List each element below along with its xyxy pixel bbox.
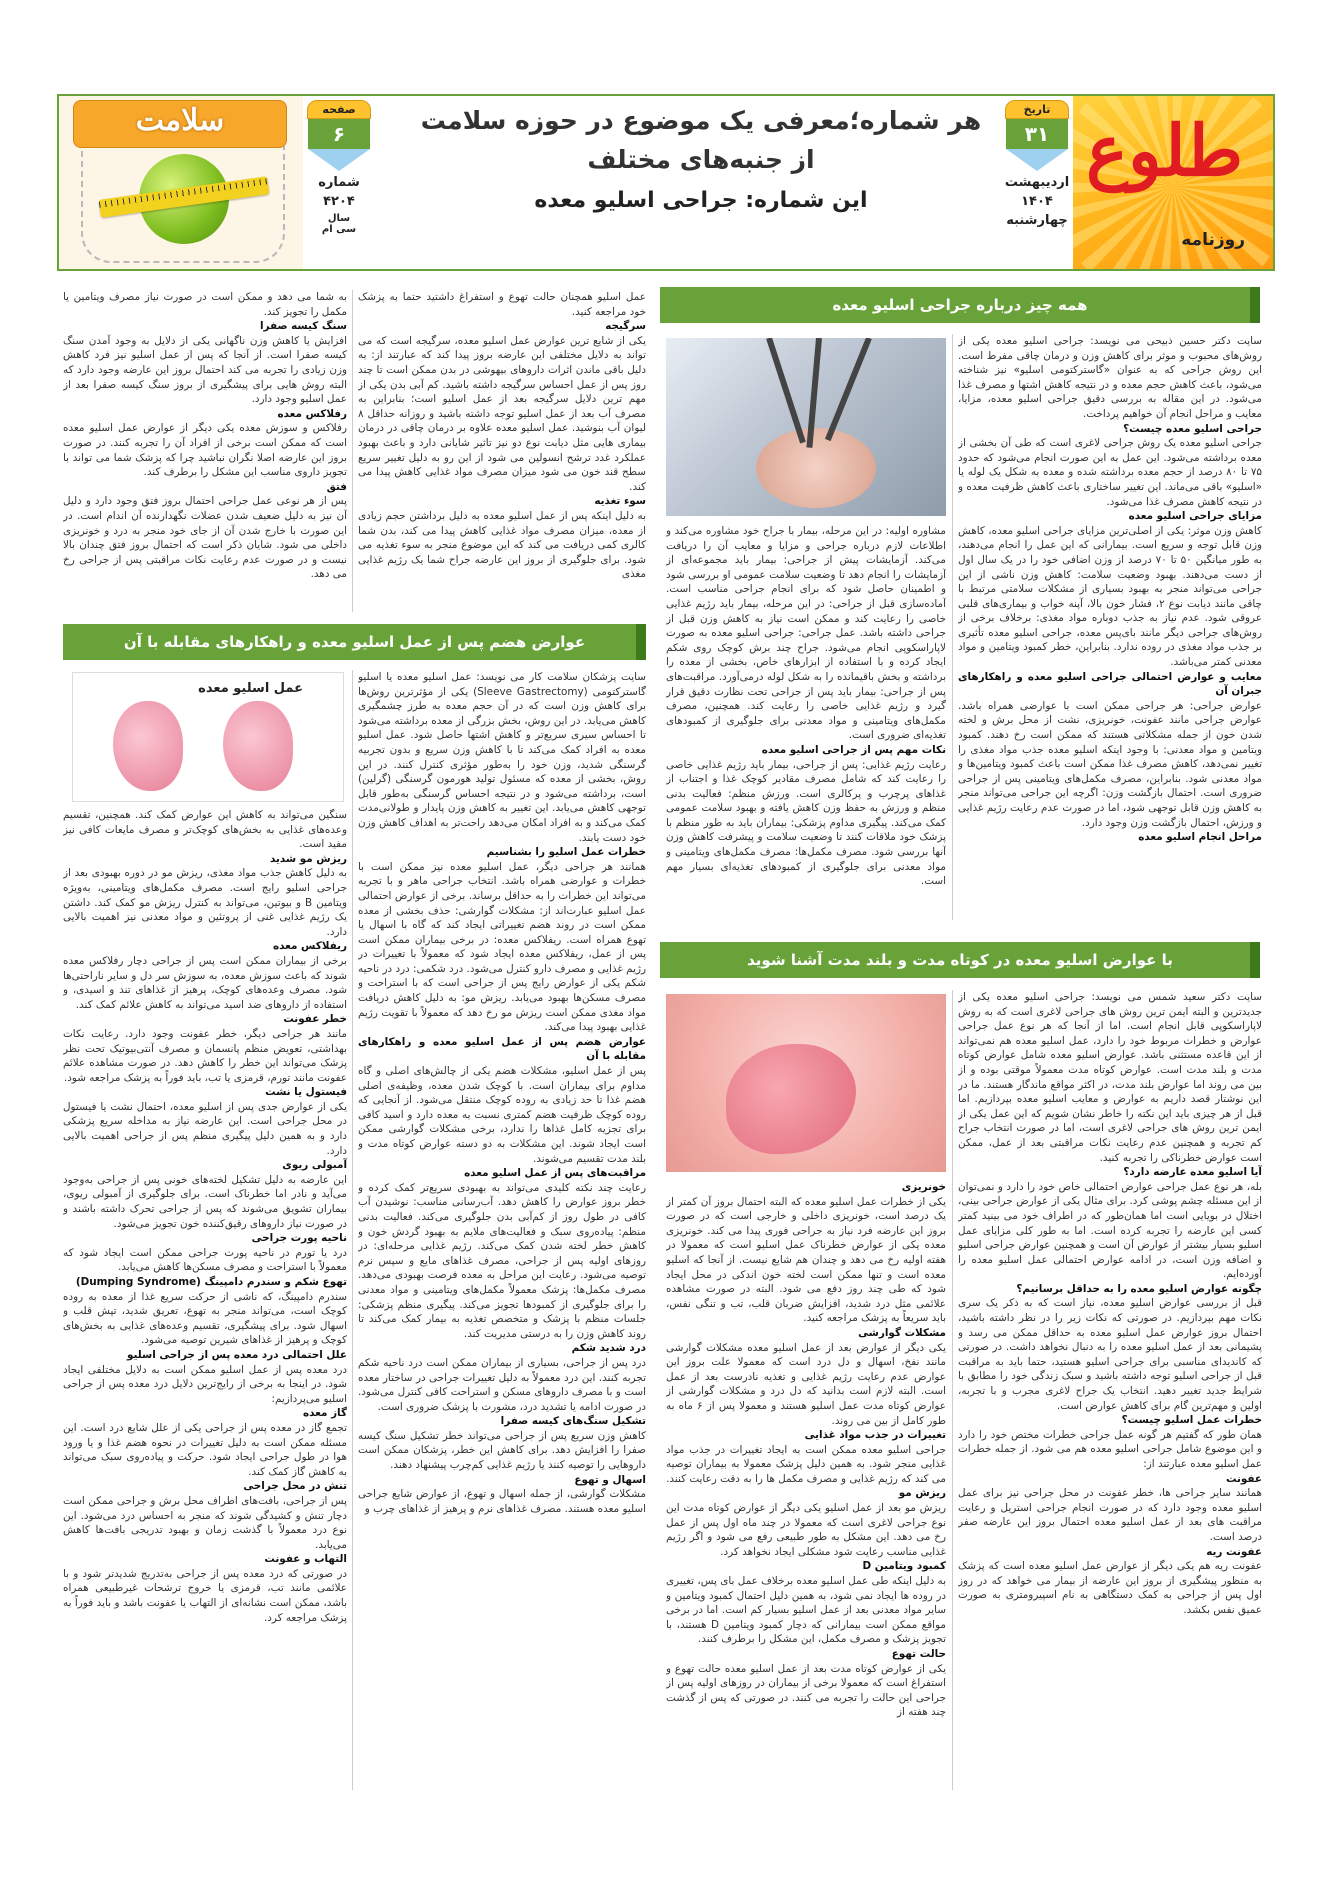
section-bar-2: عوارض هضم پس از عمل اسلیو معده و راهکارهای مقابله با آن [63, 624, 646, 660]
article-2-column-1 [358, 290, 646, 612]
sleeve-illustration [72, 672, 344, 802]
paragraph: ریزش مو بعد از عمل اسلیو یکی دیگر از عوارض کوتاه مدت این نوع جراحی لاغری است که معمولا در چند ماه اول پس از عمل رخ می دهد. این مشکل به طور طبیعی رفع می شود و اگر رژیم غذایی مناسب رعایت شود مشکلی ایجاد نخواهد کرد. [666, 1502, 946, 1558]
stomach-after-icon [223, 701, 293, 791]
date-day: ۳۱ [1006, 119, 1068, 149]
subheading: تشکیل سنگ‌های کیسه صفرا [500, 1415, 646, 1428]
subheading: تغییرات در جذب مواد غذایی [804, 1429, 946, 1442]
illustration-title: عمل اسلیو معده [198, 681, 303, 696]
subheading: ریزش مو [898, 1487, 946, 1500]
paragraph: رفلاکس و سوزش معده یکی دیگر از عوارض عمل اسلیو معده است که ممکن است برخی از افراد آن را تجربه کنند. در صورت بروز این عارضه اصلا نگران نباشید چرا که پزشک شما می تواند با تجویز داروی مناسب این مشکل را برطرف کند. [63, 422, 347, 479]
subheading: خطرات عمل اسلیو چیست؟ [1121, 1414, 1262, 1427]
headline-line-3: این شماره: جراحی اسلیو معده [534, 188, 868, 213]
paragraph: سایت دکتر سعید شمس می نویسد: جراحی اسلیو معده یکی از جدیدترین و البته ایمن ترین روش های جراحی لاغری است که به روش لاپاراسکوپی قابل انجام است. اما از آنجا که هر نوع عمل جراحی عوارض و خطرات مربوط خود را دارد، عمل اسلیو معده هم نمی‌تواند از این قاعده مستثنی باشد. عوارض اسلیو معده شامل عوارض کوتاه مدت و بلند مدت است. عوارض کوتاه مدت معمولاً موقتی بوده و از بین می روند اما عوارض بلند مدت، در اکثر مواقع ماندگار هستند. ما در این نوشتار قصد داریم به عوارض و معایب اسلیو معده بپردازیم. اما قبل از هر چیزی باید این نکته را خاطر نشان شویم که این عمل یکی از ایمن ترین روش های جراحی لاغری است، اما در صورت انتخاب جراح کم تجربه و همچنین عدم رعایت نکات مراقبتی بعد از عمل، ممکن است عوارض خطرناکی را تجربه کنید. [958, 991, 1262, 1164]
subheading: سرگیجه [605, 320, 646, 333]
stomach-before-icon [113, 701, 183, 791]
paragraph: پس از عمل اسلیو، مشکلات هضم یکی از چالش‌های اصلی و گاه مداوم برای بیماران است. با کوچک شدن معده، وظیفه‌ی اصلی هضم غذا تا حد زیادی به روده کوچک منتقل می‌شود. از آنجایی که روده کوچک ظرفیت هضم کمتری نسبت به معده دارد و اسید کافی برای تجزیه کامل غذاها را ندارد، برخی مشکلات گوارشی ممکن است ایجاد شوند. این مشکلات به دو دسته عوارض کوتاه مدت و بلند مدت تقسیم می‌شوند. [358, 1065, 646, 1165]
stomach-photo [666, 994, 946, 1172]
subheading: خطرات عمل اسلیو را بشناسیم [486, 846, 646, 859]
paragraph: پس از جراحی، بافت‌های اطراف محل برش و جراحی ممکن است دچار تنش و کشیدگی شوند که منجر به احساس درد می‌شود. این نوع درد معمولاً با گذشت زمان و بهبود تدریجی بافت‌ها کاهش می‌یابد. [63, 1494, 347, 1551]
paragraph: درد یا تورم در ناحیه پورت جراحی ممکن است ایجاد شود که معمولاً با استراحت و مصرف مسکن‌ها کاهش می‌یابد. [63, 1246, 347, 1274]
subheading: التهاب و عفونت [264, 1553, 347, 1566]
subheading: مراقبت‌های پس از عمل اسلیو معده [464, 1167, 646, 1180]
subheading: عفونت ریه [1206, 1545, 1262, 1558]
subheading: تنش در محل جراحی [243, 1480, 347, 1493]
paragraph: به دلیل کاهش جذب مواد مغذی، ریزش مو در دوره بهبودی بعد از جراحی اسلیو رایج است. مصرف مکمل‌های ویتامینی، به‌ویژه ویتامین B و بیوتین، می‌تواند به کنترل ریزش مو کمک کند. داشتن یک رژیم غذایی غنی از پروتئین و مواد معدنی نیز اهمیت بالایی دارد. [63, 867, 347, 938]
paragraph: یکی دیگر از عوارض بعد از عمل اسلیو معده مشکلات گوارشی مانند نفخ، اسهال و دل درد است که معمولا علت بروز این عوارض عدم رعایت رژیم غذایی و تغذیه نادرست بعد از عمل است. البته لازم است بدانید که دل درد و مشکلات گوارشی از عوارض کوتاه مدت عمل اسلیو هستند و معمولا پس از ۶ ماه به طور کامل از بین می روند. [666, 1341, 946, 1427]
paragraph: یکی از شایع ترین عوارض عمل اسلیو معده، سرگیجه است که می تواند به دلایل مختلفی این عارضه بروز پیدا کند که عبارتند از: به دلیل باقی ماندن اثرات داروهای بیهوشی در بدن ممکن است تا چند روز پس از عمل احساس سرگیجه داشته باشید. کم آبی بدن یکی از مهم ترین دلایل سرگیجه بعد از عمل اسلیو است؛ بنابراین به مصرف آب بعد از عمل اسلیو توجه داشته باشید و روزانه حداقل ۸ لیوان آب بنوشید. عمل اسلیو معده علاوه بر درمان چاقی در درمان بیماری هایی مثل دیابت نوع دو نیز تاثیر شایانی دارد و باعث بهبود عملکرد غدد ترشح انسولین می شود از این رو به دلیل تغییر سریع سطح قند خون می شود میزان مصرف مواد غذایی کاهش پیدا می کند. [358, 334, 646, 493]
column-divider [352, 290, 353, 612]
paragraph: جراحی اسلیو معده یک روش جراحی لاغری است که طی آن بخشی از معده برداشته می‌شود. این عمل به این صورت انجام می‌شود که حدود ۷۵ تا ۸۰ درصد از حجم معده برداشته شده و معده به شکل یک لوله یا «اسلیو» باقی می‌ماند. این تغییر ساختاری باعث کاهش ظرفیت معده و در نتیجه کاهش مصرف غذا می‌شود. [958, 437, 1262, 508]
paragraph: عوارض جراحی: هر جراحی ممکن است با عوارضی همراه باشد. عوارض جراحی مانند عفونت، خونریزی، نشت از محل برش و لخته شدن خون از جمله مشکلاتی هستند که ممکن است رخ دهند. کمبود ویتامین و مواد معدنی: با وجود اینکه اسلیو معده جذب مواد مغذی را تغییر نمی‌دهد، کاهش مصرف غذا ممکن است باعث کمبود ویتامین‌ها و مواد معدنی شود. بنابراین، مصرف مکمل‌های ویتامینی پس از جراحی ضروری است. احتمال بازگشت وزن: اگرچه این جراحی می‌تواند منجر به کاهش وزن قابل توجهی شود، اما در صورت عدم رعایت رژیم غذایی و ورزش، احتمال بازگشت وزن وجود دارد. [958, 699, 1262, 829]
paragraph: رعایت رژیم غذایی: پس از جراحی، بیمار باید رژیم غذایی خاصی را رعایت کند که شامل مصرف مقادیر کوچک غذا و اجتناب از غذاهای پرچرب و پرکالری است. ورزش منظم: فعالیت بدنی منظم و ورزش به حفظ وزن کاهش یافته و بهبود سلامت عمومی کمک می‌کند. پیگیری مداوم پزشکی: بیماران باید به طور منظم با پزشک خود ملاقات کنند تا وضعیت سلامت و پیشرفت کاهش وزن آنها بررسی شود. مصرف مکمل‌ها: مصرف مکمل‌های ویتامینی و مواد معدنی برای جلوگیری از کمبودهای تغذیه‌ای بسیار مهم است. [666, 758, 946, 888]
paragraph: جراحی اسلیو معده ممکن است به ایجاد تغییرات در جذب مواد غذایی منجر شود. به همین دلیل پزشک معمولا به بیماران توصیه می کند که رژیم غذایی و مصرف مکمل ها را به دقت رعایت کنند. [666, 1443, 946, 1485]
subheading: علل احتمالی درد معده پس از جراحی اسلیو [126, 1348, 347, 1361]
masthead [57, 94, 1275, 271]
paragraph: مانند هر جراحی دیگر، خطر عفونت وجود دارد. رعایت نکات بهداشتی، تعویض منظم پانسمان و مصرف آنتی‌بیوتیک تحت نظر پزشک می‌تواند این خطر را کاهش دهد. در صورت مشاهده علائم عفونت مانند تورم، قرمزی یا تب، باید فوراً به پزشک مراجعه شود. [63, 1027, 347, 1084]
stomach-organ-icon [726, 1044, 856, 1154]
subheading: ناحیه پورت جراحی [251, 1232, 347, 1245]
column-divider [952, 990, 953, 1790]
subheading: ریزش مو شدید [270, 852, 347, 865]
subheading: آیا اسلیو معده عارضه دارد؟ [1123, 1166, 1262, 1179]
subheading: رفلاکس معده [277, 407, 347, 420]
subheading: خطر عفونت [283, 1013, 347, 1026]
subheading: تهوع شکم و سندرم دامپینگ (Dumping Syndrome) [75, 1276, 347, 1288]
paragraph: همانند هر جراحی دیگر، عمل اسلیو معده نیز ممکن است با خطرات و عوارضی همراه باشد. انتخاب جراحی ماهر و با تجربه می‌تواند این خطرات را به حداقل برساند. برخی از عوارض احتمالی عمل اسلیو عبارت‌اند از: مشکلات گوارشی: حذف بخشی از معده ممکن است در روند هضم تغییراتی ایجاد کند که گاه با اسهال یا تهوع همراه است. ریفلاکس معده: در برخی بیماران ممکن است پس از عمل، ریفلاکس معده ایجاد شود که معمولاً با تغییرات در رژیم غذایی و مصرف دارو کنترل می‌شود. درد شکمی: درد در ناحیه شکم یکی از عوارض رایج پس از جراحی است که با استراحت و مصرف مسکن‌ها بهبود می‌یابد. ریزش مو: به دلیل کاهش دریافت مواد مغذی ممکن است ریزش مو رخ دهد که معمولاً با تقویت رژیم غذایی بهبود پیدا می‌کند. [358, 860, 646, 1034]
issue-number: ۴۲۰۴ [323, 194, 355, 209]
paragraph: یکی از عوارض کوتاه مدت بعد از عمل اسلیو معده حالت تهوع و استفراغ است که معمولا برخی از بیماران در روزهای اولیه پس از جراحی این حالت را تجربه می کنند. در صورتی که پس از گذشت چند هفته از [666, 1662, 946, 1719]
paragraph: قبل از بررسی عوارض اسلیو معده، نیاز است که به ذکر یک سری نکات مهم بپردازیم. در صورتی که نکات زیر را در نظر داشته باشید، احتمال بروز عوارض عمل اسلیو معده به حداقل ممکن می رسد و پشیمانی بعد از عمل اسلیو معده را به دنبال نخواهد داشت. در صورتی که کاندیدای مناسبی برای جراحی اسلیو هستید، حتما باید به مراقبت قبل از جراحی اسلیو توجه داشته باشید و سبک زندگی خود را مطابق با شرایط جدید تغییر دهید. انتخاب یک جراح لاغری مجرب و با تجربه، اولین و مهم‌ترین گام برای کاهش عوارض است. [958, 1297, 1262, 1412]
date-year: ۱۴۰۴ [1021, 194, 1053, 209]
paragraph: کاهش وزن سریع پس از جراحی می‌تواند خطر تشکیل سنگ کیسه صفرا را افزایش دهد. برای کاهش این خطر، پزشکان ممکن است داروهایی را توصیه کنند یا رژیم غذایی کم‌چرب پیشنهاد دهند. [358, 1429, 646, 1472]
arrow-down-icon [308, 149, 370, 171]
section-bar-3: با عوارض اسلیو معده در کوتاه مدت و بلند مدت آشنا شوید [660, 942, 1260, 978]
paragraph: تجمع گاز در معده پس از جراحی یکی از علل شایع درد است. این مسئله ممکن است به دلیل تغییرات در نحوه هضم غذا و یا ورود هوا در طول جراحی ایجاد شود. حرکت و پیاده‌روی سبک می‌تواند به کاهش گاز کمک کند. [63, 1421, 347, 1478]
paragraph: این عارضه به دلیل تشکیل لخته‌های خونی پس از جراحی به‌وجود می‌آید و نادر اما خطرناک است. برای جلوگیری از آمبولی ریوی، بیماران تشویق می‌شوند که پس از جراحی تحرک داشته باشند و در صورت نیاز داروهای رقیق‌کننده خون تجویز می‌شود. [63, 1173, 347, 1230]
subheading: سنگ کیسه صفرا [259, 320, 347, 333]
paragraph: درد معده پس از عمل اسلیو ممکن است به دلایل مختلفی ایجاد شود. در اینجا به برخی از رایج‌ترین دلایل درد معده پس از جراحی اسلیو می‌پردازیم: [63, 1363, 347, 1405]
paragraph: به شما می دهد و ممکن است در صورت نیاز مصرف ویتامین یا مکمل را تجویز کند. [63, 291, 347, 318]
subheading: آمبولی ریوی [282, 1159, 347, 1172]
arrow-down-icon [1006, 149, 1068, 171]
section-header [59, 96, 303, 269]
subheading: مزایای جراحی اسلیو معده [1128, 510, 1262, 523]
subheading: ریفلاکس معده [272, 940, 347, 953]
article-1-column-2 [666, 524, 946, 920]
surgical-tool-icon [766, 338, 806, 444]
subheading: جراحی اسلیو معده چیست؟ [1123, 422, 1262, 435]
subheading: اسهال و تهوع [574, 1473, 646, 1486]
patient-abdomen-shape [756, 428, 876, 508]
headline-box [401, 96, 1001, 269]
paragraph: بله، هر نوع عمل جراحی عوارض احتمالی خاص خود را دارد و نمی‌توان از این مسئله چشم پوشی کرد. برای مثال یکی از عوارض جراحی بینی، اختلال در بویایی است اما همان‌طور که در اطراف خود می بینید کمتر کسی این عارضه را تجربه کرده است. اما به طور کلی مزایای عمل اسلیو بسیار بیشتر از عوارض آن است و همچنین عوارض جراحی اسلیو و اضافه وزن است، در ادامه عوارض احتمالی عمل اسلیو معده را آورده‌ایم. [958, 1180, 1262, 1281]
paragraph: رعایت چند نکته کلیدی می‌تواند به بهبودی سریع‌تر کمک کرده و خطر بروز عوارض را کاهش دهد. آب‌رسانی مناسب: نوشیدن آب کافی در طول روز از کم‌آبی بدن جلوگیری می‌کند. فعالیت بدنی منظم: پیاده‌روی سبک و فعالیت‌های ملایم به بهبود گردش خون و کاهش خطر لخته شدن کمک می‌کند. رژیم غذایی مرحله‌ای: در روزهای اولیه پس از جراحی، مصرف غذاهای مایع و سپس نرم توصیه می‌شود. رعایت این مراحل به معده فرصت بهبودی می‌دهد. مصرف مکمل‌ها: پزشک معمولاً مکمل‌های ویتامینی و مواد معدنی را برای جلوگیری از کمبودها تجویز می‌کند. پیگیری منظم پزشکی: جلسات منظم با پزشک و متخصص تغذیه به بیمار کمک می‌کند تا روند کاهش وزن را به درستی مدیریت کند. [358, 1181, 646, 1340]
issue-tag: شماره [318, 175, 360, 190]
headline-line-1: هر شماره؛معرفی یک موضوع در حوزه سلامت [420, 106, 982, 135]
paragraph: یکی از خطرات عمل اسلیو معده که البته احتمال بروز آن کمتر از یک درصد است، خونریزی داخلی و خارجی است که در صورت بروز این عارضه فرد نیاز به جراحی فوری پیدا می کند. خونریزی معده یکی از عوارض خطرناک عمل اسلیو است که معمولا در هفته اولیه رخ می دهد و چندان هم شایع نیست. از آنجا که اسلیو معده است و تنها ممکن است لخته خون اندکی در محل ایجاد شود که طی چند روز دفع می شود. البته در صورت مشاهده علائمی مثل درد شدید، افزایش ضربان قلب، تب و تنگی نفس، باید سریعاً به پزشک مراجعه کنید. [666, 1195, 946, 1325]
paragraph: همان طور که گفتیم هر گونه عمل جراحی خطرات مختص خود را دارد و این موضوع شامل جراحی اسلیو معده هم می شود. از جمله خطرات عمل اسلیو معده عبارتند از: [958, 1428, 1262, 1470]
subheading: حالت تهوع [891, 1648, 946, 1660]
subheading: خونریزی [901, 1181, 946, 1193]
date-box [1003, 96, 1071, 269]
paragraph: عفونت ریه هم یکی دیگر از عوارض عمل اسلیو معده است که پزشک به منظور پیشگیری از بروز این عارضه از بیمار می خواهد که در روز اول پس از جراحی به کمک دستگاهی به نام اسپیرومتری به صورت عمیق نفس بکشد. [958, 1560, 1262, 1616]
logo-title: طلوع [1086, 109, 1243, 192]
subheading: چگونه عوارض اسلیو معده را به حداقل برسانیم؟ [1016, 1282, 1262, 1295]
subheading: مشکلات گوارشی [858, 1326, 946, 1339]
paragraph: به دلیل اینکه پس از عمل اسلیو معده به دلیل برداشتن حجم زیادی از معده، میزان مصرف مواد غذایی کاهش پیدا می کند، بدن شما کالری کمی دریافت می کند که این موضوع منجر به سوء تغذیه می شود. برای جلوگیری از بروز این عارضه جراح شما یک رژیم غذایی مغذی [358, 509, 646, 581]
date-weekday: چهارشنبه [1006, 213, 1068, 228]
paragraph: سنگین می‌تواند به کاهش این عوارض کمک کند. همچنین، تقسیم وعده‌های غذایی به بخش‌های کوچک‌تر و مصرف مایعات کافی نیز مفید است. [63, 809, 347, 851]
article-3-column-1 [958, 990, 1262, 1790]
paragraph: همانند سایر جراحی ها، خطر عفونت در محل جراحی نیز برای عمل اسلیو معده وجود دارد که در صورت انجام جراحی استریل و رعایت مراقبت های بعد از عمل اسلیو معده احتمال بروز این عارضه صفر درصد است. [958, 1487, 1262, 1543]
logo-subtitle: روزنامه [1181, 230, 1245, 250]
column-divider [352, 670, 353, 1790]
paragraph: سایت پزشکان سلامت کار می نویسد: عمل اسلیو معده یا اسلیو گاسترکتومی (Sleeve Gastrectomy) یکی از مؤثرترین روش‌ها برای کاهش وزن است که در آن حجم معده به طرز چشمگیری کاهش می‌یابد. در این روش، بخش بزرگی از معده برداشته می‌شود تا احساس سیری سریع‌تر و کاهش اشتها حاصل شود. عمل اسلیو معده به افراد کمک می‌کند تا با کاهش وزن سریع و بدون تجربیه گرسنگی شدید، وزن خود را به‌طور مؤثری کنترل کنند. در این روش، بخشی از معده که مسئول تولید هورمون گرسنگی (گرلین) است، برداشته می‌شود و در نتیجه احساس گرسنگی به‌طور قابل توجهی کاهش می‌یابد. این تغییر به کاهش وزن پایدار و طولانی‌مدت کمک می‌کند و به افراد امکان می‌دهد راحت‌تر به اهداف کاهش وزن خود دست یابند. [358, 671, 646, 844]
subheading: درد شدید شکم [571, 1342, 646, 1355]
paragraph: درد پس از جراحی، بسیاری از بیماران ممکن است درد ناحیه شکم تجربه کنند. این درد معمولاً به دلیل تغییرات جراحی در ساختار معده است و با مصرف داروهای مسکن و استراحت کافی کنترل می‌شود. در صورت ادامه یا تشدید درد، مشورت با پزشک ضروری است. [358, 1356, 646, 1413]
subheading: فیستول یا نشت [265, 1086, 347, 1099]
paragraph: سایت دکتر حسین ذبیحی می نویسد: جراحی اسلیو معده یکی از روش‌های محبوب و موثر برای کاهش وزن و درمان چاقی مفرط است. این روش جراحی که به عنوان «گاسترکتومی اسلیو» نیز شناخته می‌شود، باعث کاهش حجم معده و در نتیجه کاهش اشتها و مصرف غذا می‌شود. در این مقاله به بررسی دقیق جراحی اسلیو معده، مزایا، معایب و مراحل انجام آن خواهیم پرداخت. [958, 335, 1262, 420]
headline-line-2: از جنبه‌های مختلف [587, 145, 815, 174]
date-month: اردیبهشت [1004, 175, 1070, 190]
year-value: سی ام [321, 224, 357, 235]
article-2-column-4 [63, 808, 347, 1790]
paragraph: مشکلات گوارشی، از جمله اسهال و تهوع، از عوارض شایع جراحی اسلیو معده هستند. مصرف غذاهای نرم و پرهیز از غذاهای چرب و [358, 1488, 646, 1515]
subheading: مراحل انجام اسلیو معده [1138, 831, 1262, 844]
paragraph: در صورتی که درد معده پس از جراحی به‌تدریج شدیدتر شود و با علائمی مانند تب، قرمزی یا خروج ترشحات غیرطبیعی همراه باشد، ممکن است نشانه‌ای از التهاب یا عفونت باشد و باید فوراً به پزشک مراجعه کرد. [63, 1567, 347, 1624]
paragraph: افزایش یا کاهش وزن ناگهانی یکی از دلایل به وجود آمدن سنگ کیسه صفرا است. از آنجا که پس از عمل اسلیو نیز فرد کاهش وزن زیادی را تجربه می کند احتمال بروز این عارضه وجود دارد که البته روش هایی برای پیشگیری از بروز سنگ کیسه صفرا بعد از عمل اسلیو وجود دارد. [63, 334, 347, 406]
section-bar-1: همه چیز درباره جراحی اسلیو معده [660, 287, 1260, 323]
page-tag: صفحه [307, 100, 371, 119]
paragraph: مشاوره اولیه: در این مرحله، بیمار با جراح خود مشاوره می‌کند و اطلاعات لازم درباره جراحی و مزایا و معایب آن را دریافت می‌کند. آزمایشات پیش از جراحی: بیمار باید مجموعه‌ای از آزمایشات را انجام دهد تا وضعیت سلامت عمومی او بررسی شود و اطمینان حاصل شود که برای انجام جراحی مناسب است. آماده‌سازی قبل از جراحی: در این مرحله، بیمار باید رژیم غذایی خاصی را رعایت کند و ممکن است نیاز به کاهش وزن قبل از جراحی داشته باشد. عمل جراحی: جراحی اسلیو معده به صورت لاپاراسکوپی انجام می‌شود. جراح چند برش کوچک روی شکم ایجاد کرده و با استفاده از ابزارهای خاص، بخشی از معده را برداشته و بخش باقیمانده را به شکل لوله درمی‌آورد. مراقبت‌های پس از جراحی: بیمار باید پس از جراحی تحت نظارت دقیق قرار گیرد و رژیم غذایی خاصی را رعایت کند. همچنین، مصرف مکمل‌های ویتامینی و مواد معدنی برای جلوگیری از کمبودهای تغذیه‌ای ضروری است. [666, 525, 946, 742]
subheading: کمبود ویتامین D [862, 1560, 946, 1573]
paragraph: برخی از بیماران ممکن است پس از جراحی دچار رفلاکس معده شوند که باعث سوزش معده، به سوزش سر دل و سایر ناراحتی‌ها شود. مصرف وعده‌های کوچک، پرهیز از غذاهای تند و اسیدی، و استفاده از داروهای ضد اسید می‌تواند به کاهش علائم کمک کند. [63, 954, 347, 1011]
paragraph: یکی از عوارض جدی پس از اسلیو معده، احتمال نشت یا فیستول در محل جراحی است. این عارضه نیاز به مداخله سریع پزشکی دارد و به همین دلیل پیگیری منظم پس از جراحی اهمیت بالایی دارد. [63, 1100, 347, 1157]
subheading: عفونت [1226, 1472, 1262, 1485]
article-1-column-1 [958, 334, 1262, 920]
newspaper-logo[interactable] [1073, 96, 1273, 269]
column-divider [952, 334, 953, 920]
subheading: سوء تغذیه [594, 495, 646, 508]
paragraph: به دلیل اینکه طی عمل اسلیو معده برخلاف عمل بای پس، تغییری در روده ها ایجاد نمی شود، به همین دلیل احتمال کمبود ویتامین و سایر مواد معدنی بعد از عمل اسلیو بسیار کم است. اما در برخی مواقع ممکن است بیمارانی که دچار کمبود ویتامین D هستند، با تجویز پزشک و مصرف مکمل، این مشکل را برطرف کنند. [666, 1575, 946, 1646]
section-banner [73, 100, 287, 148]
year-label: سال [327, 213, 351, 224]
article-3-column-2 [666, 1180, 946, 1790]
section-title: سلامت [135, 103, 225, 138]
paragraph: پس از هر نوعی عمل جراحی احتمال بروز فتق وجود دارد و دلیل آن نیز به دلیل ضعیف شدن عضلات نگهدارنده آن اندام است. در این صورت با خارج شدن آن از جای خود منجر به درد و خونریزی داخلی می شود. شایان ذکر است که احتمال بروز فتق چندان بالا نیست و در صورت عدم رعایت نکات مراقبتی پس از جراحی رخ می دهد. [63, 495, 347, 581]
paragraph: عمل اسلیو همچنان حالت تهوع و استفراغ داشتید حتما به پزشک خود مراجعه کنید. [358, 291, 646, 318]
subheading: گاز معده [303, 1407, 347, 1420]
surgery-photo [666, 338, 946, 516]
subheading: معایب و عوارض احتمالی جراحی اسلیو معده و راهکارهای جبران آن [958, 670, 1262, 698]
subheading: فتق [326, 480, 347, 493]
paragraph: کاهش وزن موثر: یکی از اصلی‌ترین مزایای جراحی اسلیو معده، کاهش وزن قابل توجه و سریع است. بیمارانی که این عمل را انجام می‌دهند، به طور میانگین ۵۰ تا ۷۰ درصد از وزن اضافی خود را در یک سال اول از دست می‌دهند. بهبود وضعیت سلامت: کاهش وزن ناشی از این جراحی می‌تواند منجر به بهبود بسیاری از مشکلات سلامتی مرتبط با چاقی مانند دیابت نوع ۲، فشار خون بالا، آپنه خواب و بیماری‌های قلبی عروقی شود. عدم نیاز به جذب دوباره مواد مغذی: برخلاف برخی از روش‌های جراحی دیگر مانند بای‌پس معده، جراحی اسلیو معده تأثیری بر جذب مواد مغذی در روده ندارد. بنابراین، خطر کمبود ویتامین و مواد معدنی کمتر می‌باشد. [958, 524, 1262, 669]
article-2-column-2 [63, 290, 347, 612]
page-number: ۶ [308, 119, 370, 149]
article-2-column-3 [358, 670, 646, 1790]
date-tag: تاریخ [1005, 100, 1069, 119]
subheading: نکات مهم پس از جراحی اسلیو معده [761, 743, 946, 756]
paragraph: سندرم دامپینگ، که ناشی از حرکت سریع غذا از معده به روده کوچک است، می‌تواند منجر به تهوع، تعریق شدید، تپش قلب و اسهال شود. برای پیشگیری، تقسیم وعده‌های غذایی به بخش‌های کوچک و پرهیز از غذاهای شیرین توصیه می‌شود. [63, 1290, 347, 1347]
page-info-box [305, 96, 373, 269]
subheading: عوارض هضم پس از عمل اسلیو معده و راهکارهای مقابله با آن [358, 1035, 646, 1063]
surgical-tool-icon [825, 338, 872, 441]
